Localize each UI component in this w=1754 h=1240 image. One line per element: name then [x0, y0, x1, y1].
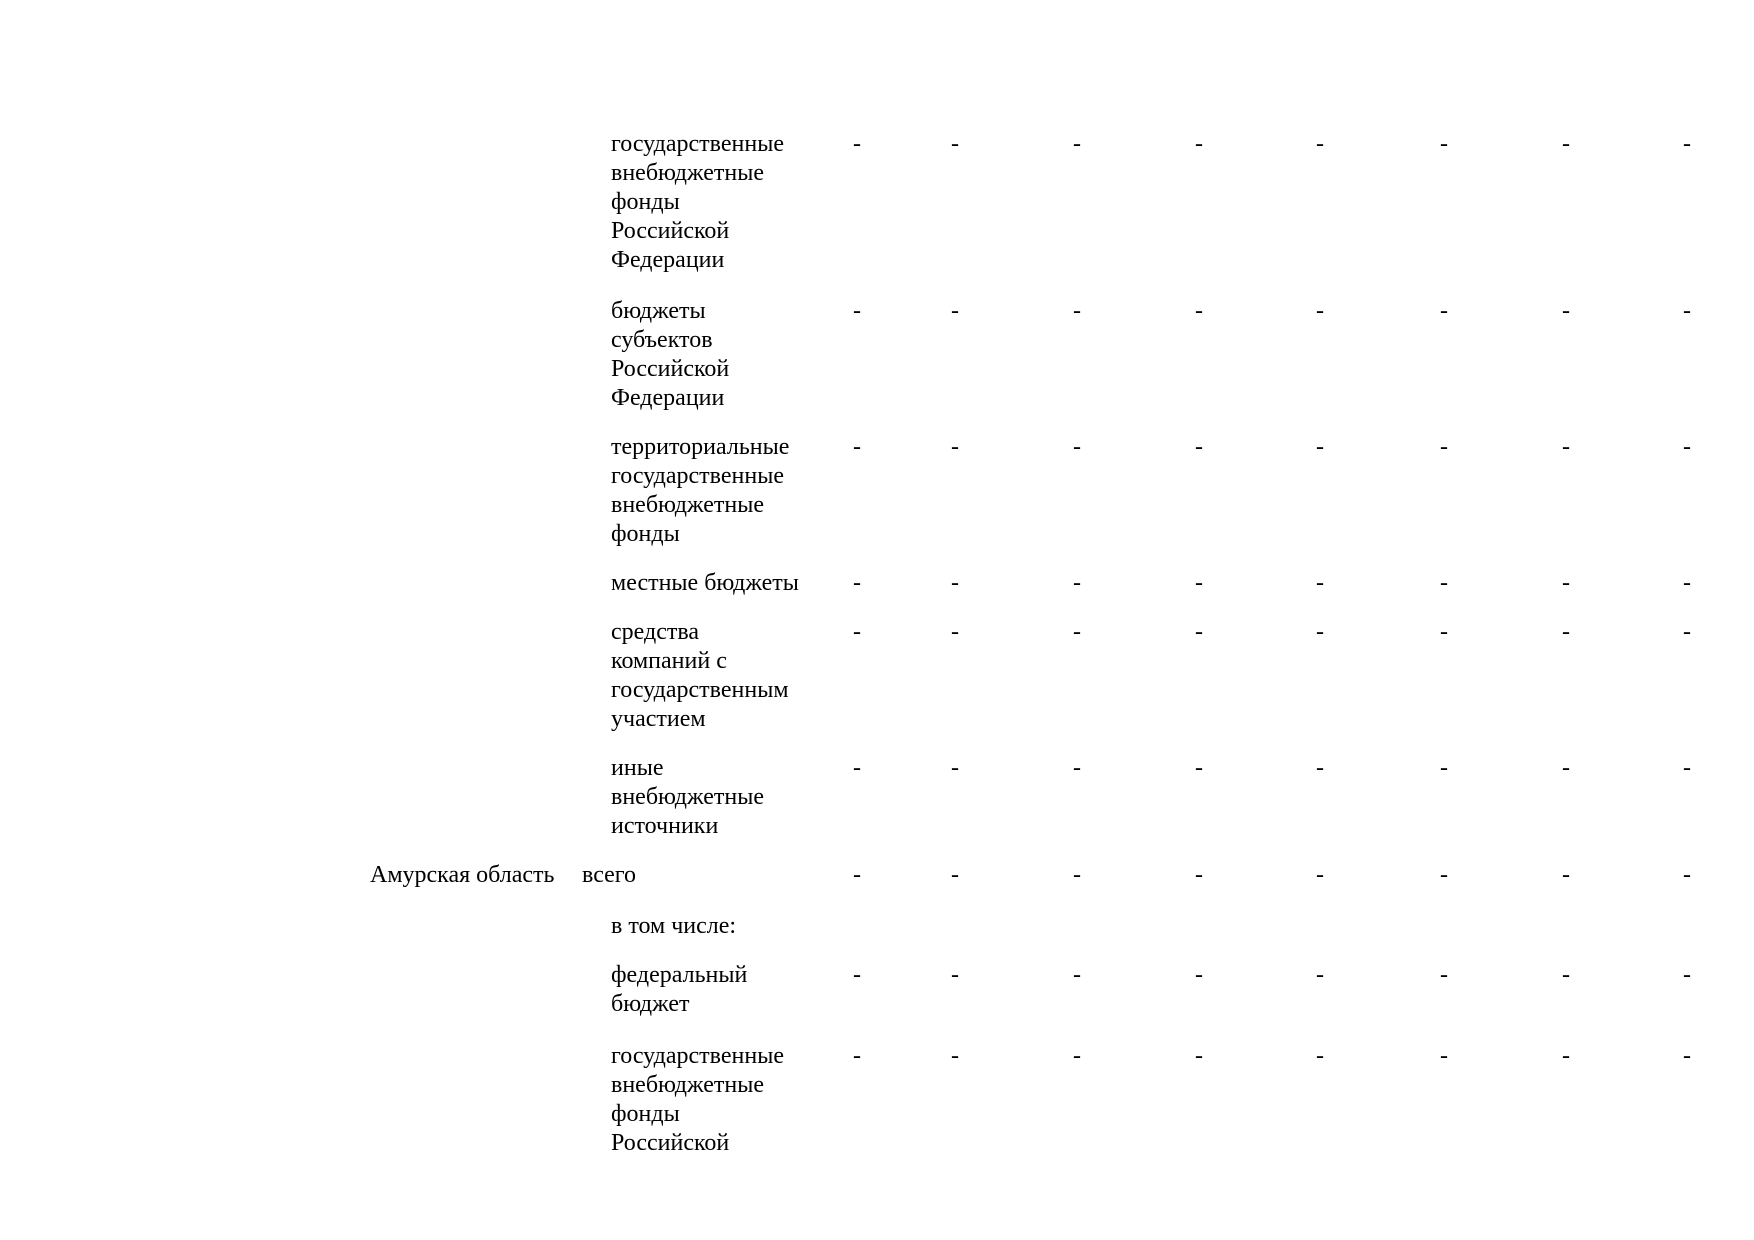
value-cell: - — [1683, 131, 1691, 157]
value-cell: - — [853, 298, 861, 324]
value-cell: - — [1440, 131, 1448, 157]
value-cell: - — [853, 131, 861, 157]
value-cell: - — [1073, 619, 1081, 645]
value-cell: - — [1440, 298, 1448, 324]
value-cell: - — [1562, 570, 1570, 596]
value-cell: - — [1195, 1043, 1203, 1069]
value-cell: - — [853, 434, 861, 460]
value-cell: - — [853, 570, 861, 596]
value-cell: - — [1562, 1043, 1570, 1069]
value-cell: - — [1316, 862, 1324, 888]
funding-source-label — [582, 861, 636, 890]
source-line: иные — [611, 755, 664, 781]
funding-source-label — [611, 433, 789, 549]
source-line: государственные — [611, 463, 784, 489]
funding-source-label — [611, 912, 736, 941]
value-cell: - — [951, 962, 959, 988]
funding-source-label — [611, 1042, 784, 1158]
value-cell: - — [1073, 862, 1081, 888]
value-cell: - — [1440, 862, 1448, 888]
value-cell: - — [951, 434, 959, 460]
value-cell: - — [1195, 755, 1203, 781]
value-cell: - — [1683, 298, 1691, 324]
value-cell: - — [1195, 962, 1203, 988]
source-line: источники — [611, 813, 719, 839]
value-cell: - — [1073, 1043, 1081, 1069]
value-cell: - — [853, 962, 861, 988]
source-line: средства — [611, 619, 700, 645]
source-line: фонды — [611, 1101, 680, 1127]
source-line: фонды — [611, 521, 680, 547]
value-cell: - — [1683, 862, 1691, 888]
source-line: фонды — [611, 189, 680, 215]
funding-source-label — [611, 754, 764, 841]
value-cell: - — [853, 1043, 861, 1069]
funding-source-label — [611, 618, 789, 734]
value-cell: - — [951, 570, 959, 596]
value-cell: - — [1195, 862, 1203, 888]
source-line: государственные — [611, 131, 784, 157]
source-line: Федерации — [611, 247, 725, 273]
source-line: федеральный — [611, 962, 748, 988]
value-cell: - — [1195, 298, 1203, 324]
value-cell: - — [1683, 619, 1691, 645]
value-cell: - — [853, 862, 861, 888]
value-cell: - — [951, 755, 959, 781]
value-cell: - — [1440, 619, 1448, 645]
source-line: компаний с — [611, 648, 727, 674]
value-cell: - — [951, 619, 959, 645]
source-line: государственные — [611, 1043, 784, 1069]
value-cell: - — [1316, 619, 1324, 645]
value-cell: - — [1073, 962, 1081, 988]
value-cell: - — [1073, 755, 1081, 781]
value-cell: - — [1316, 962, 1324, 988]
value-cell: - — [1683, 570, 1691, 596]
value-cell: - — [1683, 434, 1691, 460]
value-cell: - — [1073, 570, 1081, 596]
value-cell: - — [1440, 570, 1448, 596]
source-line: Российской — [611, 218, 730, 244]
value-cell: - — [1195, 131, 1203, 157]
value-cell: - — [1073, 131, 1081, 157]
value-cell: - — [951, 298, 959, 324]
source-line: Федерации — [611, 385, 725, 411]
value-cell: - — [1316, 755, 1324, 781]
value-cell: - — [1316, 1043, 1324, 1069]
value-cell: - — [1195, 570, 1203, 596]
value-cell: - — [1316, 131, 1324, 157]
source-line: в том числе: — [611, 913, 737, 939]
value-cell: - — [1316, 298, 1324, 324]
value-cell: - — [951, 862, 959, 888]
value-cell: - — [1562, 755, 1570, 781]
funding-source-label — [611, 297, 729, 413]
value-cell: - — [1073, 434, 1081, 460]
source-line: Российской — [611, 1130, 730, 1156]
value-cell: - — [1195, 619, 1203, 645]
value-cell: - — [1440, 962, 1448, 988]
value-cell: - — [1440, 434, 1448, 460]
source-line: внебюджетные — [611, 784, 764, 810]
value-cell: - — [1562, 434, 1570, 460]
value-cell: - — [1562, 298, 1570, 324]
source-line: местные бюджеты — [611, 570, 799, 596]
value-cell: - — [1562, 131, 1570, 157]
value-cell: - — [1073, 298, 1081, 324]
source-line: Российской — [611, 356, 730, 382]
source-line: внебюджетные — [611, 1072, 764, 1098]
value-cell: - — [1683, 755, 1691, 781]
source-line: бюджет — [611, 991, 690, 1017]
value-cell: - — [1440, 755, 1448, 781]
source-line: государственным — [611, 677, 789, 703]
value-cell: - — [1562, 962, 1570, 988]
region-label: Амурская область — [370, 862, 555, 888]
value-cell: - — [1316, 570, 1324, 596]
source-line: территориальные — [611, 434, 790, 460]
value-cell: - — [1683, 1043, 1691, 1069]
value-cell: - — [1316, 434, 1324, 460]
funding-source-label — [611, 130, 784, 275]
source-line: бюджеты — [611, 298, 706, 324]
value-cell: - — [853, 619, 861, 645]
value-cell: - — [1195, 434, 1203, 460]
value-cell: - — [1562, 862, 1570, 888]
source-line: субъектов — [611, 327, 713, 353]
value-cell: - — [853, 755, 861, 781]
source-line: участием — [611, 706, 706, 732]
funding-source-label — [611, 961, 747, 1019]
value-cell: - — [951, 1043, 959, 1069]
value-cell: - — [951, 131, 959, 157]
source-line: всего — [582, 862, 637, 888]
source-line: внебюджетные — [611, 492, 764, 518]
source-line: внебюджетные — [611, 160, 764, 186]
value-cell: - — [1562, 619, 1570, 645]
funding-source-label — [611, 569, 799, 598]
value-cell: - — [1440, 1043, 1448, 1069]
value-cell: - — [1683, 962, 1691, 988]
